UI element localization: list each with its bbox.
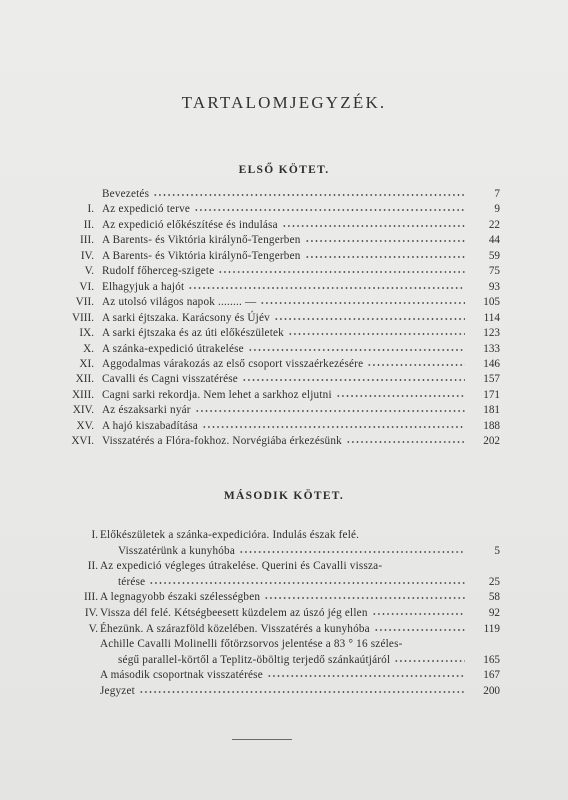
toc-entry-continuation	[0, 574, 568, 590]
chapter-title: Az expedició terve	[102, 203, 191, 216]
chapter-title: A hajó kiszabadítása	[102, 419, 198, 432]
page-number: 7	[494, 188, 500, 200]
chapter-number: IV.	[80, 249, 94, 262]
chapter-title: A második csoportnak visszatérése	[100, 669, 263, 682]
chapter-title: A sarki éjtszaka. Karácsony és Újév	[102, 311, 270, 324]
page-number: 202	[483, 435, 500, 448]
chapter-title-line1: Achille Cavalli Molinelli főtörzsorvos jelentése a 83 ° 16 széles-	[100, 638, 403, 651]
toc-entry	[0, 371, 568, 387]
chapter-title: Elhagyjuk a hajót	[102, 280, 185, 293]
page-number: 9	[494, 203, 500, 216]
page-number: 59	[488, 249, 500, 262]
page-number: 123	[483, 327, 500, 340]
chapter-number: I.	[87, 203, 94, 216]
chapter-title: A szánka-expedició útrakelése	[102, 342, 244, 355]
page-title: TARTALOMJEGYZÉK.	[181, 93, 387, 112]
chapter-title: A sarki éjtszaka és az úti előkészületek	[102, 327, 284, 340]
dot-leader	[194, 209, 465, 211]
page-number: 93	[488, 280, 500, 293]
closing-rule	[232, 739, 292, 740]
chapter-title: Éhezünk. A szárazföld közelében. Visszatérés a kunyhóba	[100, 622, 370, 635]
chapter-number: I.	[91, 529, 98, 541]
toc-entry	[0, 341, 568, 357]
chapter-title: Az expedició előkészítése és indulása	[102, 218, 278, 231]
chapter-number: XIV.	[72, 404, 94, 417]
dot-leader	[195, 410, 465, 412]
toc-entry	[0, 589, 568, 605]
page-number: 165	[483, 653, 500, 666]
page-number: 22	[488, 218, 500, 231]
chapter-title-line1: Az expedició végleges útrakelése. Querini és Cavalli vissza-	[100, 560, 383, 573]
chapter-number: XV.	[76, 419, 94, 432]
dot-leader	[264, 597, 465, 599]
page-number: 58	[488, 591, 500, 604]
chapter-title-line1: Előkészületek a szánka-expedicióra. Indulás észak felé.	[100, 529, 360, 541]
chapter-number: V.	[88, 622, 98, 635]
page-number: 200	[483, 685, 500, 697]
chapter-number: VII.	[75, 296, 94, 309]
chapter-title: Rudolf főherceg-szigete	[102, 265, 215, 278]
page-number: 114	[483, 311, 500, 324]
chapter-number: IX.	[79, 327, 94, 340]
toc-entry	[0, 527, 568, 543]
chapter-number: XII.	[75, 373, 94, 386]
dot-leader	[282, 225, 465, 227]
page-number: 171	[483, 388, 500, 401]
chapter-number: IV.	[84, 607, 98, 619]
dot-leader	[367, 364, 465, 366]
chapter-title: Visszatérés a Flóra-fokhoz. Norvégiába érkezésünk	[102, 435, 342, 448]
chapter-number: III.	[84, 591, 98, 604]
chapter-title: Cagni sarki rekordja. Nem lehet a sarkhoz eljutni	[102, 388, 332, 401]
chapter-number: VIII.	[71, 311, 94, 324]
toc-entry	[0, 356, 568, 372]
page-number: 146	[483, 357, 500, 370]
chapter-number: XVI.	[71, 435, 94, 448]
toc-entry	[0, 558, 568, 574]
toc-entry	[0, 402, 568, 418]
page-number: 92	[488, 607, 500, 619]
page-number: 5	[494, 544, 500, 557]
page-number: 105	[483, 296, 500, 309]
toc-entry	[0, 248, 568, 264]
dot-leader	[149, 582, 465, 584]
chapter-number: III.	[80, 234, 94, 247]
dot-leader	[374, 629, 465, 631]
toc-entry	[0, 636, 568, 652]
toc-entry	[0, 433, 568, 449]
volume1-heading: ELSŐ KÖTET.	[238, 164, 330, 176]
page-number: 181	[483, 404, 500, 417]
dot-leader	[288, 333, 465, 335]
toc-entry	[0, 325, 568, 341]
page-number: 44	[488, 234, 500, 247]
dot-leader	[372, 613, 465, 615]
volume2-heading: MÁSODIK KÖTET.	[223, 490, 345, 502]
toc-entry	[0, 217, 568, 233]
dot-leader	[305, 240, 465, 242]
dot-leader	[336, 395, 465, 397]
toc-entry	[0, 621, 568, 637]
dot-leader	[218, 271, 465, 273]
dot-leader	[239, 551, 465, 553]
toc-entry-continuation	[0, 543, 568, 559]
dot-leader	[346, 441, 465, 443]
dot-leader	[274, 318, 465, 320]
toc-entry	[0, 279, 568, 295]
dot-leader	[188, 287, 465, 289]
dot-leader	[139, 691, 465, 693]
dot-leader	[260, 302, 465, 304]
chapter-number: X.	[83, 342, 94, 355]
chapter-number: XI.	[79, 357, 94, 370]
chapter-number: XIII.	[71, 388, 94, 401]
toc-entry	[0, 186, 568, 202]
toc-entry	[0, 667, 568, 683]
toc-entry	[0, 418, 568, 434]
page-number: 188	[483, 419, 500, 432]
chapter-title: Cavalli és Cagni visszatérése	[102, 373, 238, 386]
toc-entry	[0, 310, 568, 326]
chapter-title: Bevezetés	[102, 188, 150, 200]
dot-leader	[202, 426, 465, 428]
page-number: 119	[483, 622, 500, 635]
chapter-title: A Barents- és Viktória királynő-Tengerben	[102, 249, 301, 262]
dot-leader	[248, 349, 465, 351]
chapter-title: Az északsarki nyár	[102, 404, 191, 417]
dot-leader	[394, 660, 465, 662]
chapter-number: II.	[87, 560, 98, 573]
chapter-title: Jegyzet	[100, 685, 135, 697]
page-number: 25	[488, 575, 500, 588]
chapter-title: Az utolsó világos napok ........ —	[102, 296, 257, 309]
toc-entry	[0, 263, 568, 279]
chapter-title: A Barents- és Viktória királynő-Tengerben	[102, 234, 301, 247]
chapter-title: Vissza dél felé. Kétségbeesett küzdelem az úszó jég ellen	[100, 607, 368, 619]
toc-entry-continuation	[0, 652, 568, 668]
page-number: 75	[488, 265, 500, 278]
dot-leader	[242, 379, 465, 381]
chapter-title: A legnagyobb északi szélességben	[100, 591, 261, 604]
toc-entry	[0, 605, 568, 621]
page-number: 157	[483, 373, 500, 386]
toc-entry	[0, 387, 568, 403]
dot-leader	[305, 256, 465, 258]
toc-entry	[0, 232, 568, 248]
toc-entry	[0, 201, 568, 217]
chapter-title-line2: Visszatérünk a kunyhóba	[118, 544, 236, 557]
chapter-number: II.	[83, 218, 94, 231]
chapter-title: Aggodalmas várakozás az első csoport visszaérkezésére	[102, 357, 364, 370]
toc-entry	[0, 294, 568, 310]
chapter-title-line2: térése	[118, 575, 146, 588]
toc-entry	[0, 683, 568, 699]
chapter-title-line2: ségű parallel-körtől a Teplitz-öböltig terjedő szánkaútjáról	[118, 653, 391, 666]
dot-leader	[267, 675, 465, 677]
chapter-number: VI.	[79, 280, 94, 293]
chapter-number: V.	[84, 265, 94, 278]
page-number: 167	[483, 669, 500, 682]
dot-leader	[153, 194, 465, 196]
page-number: 133	[483, 342, 500, 355]
